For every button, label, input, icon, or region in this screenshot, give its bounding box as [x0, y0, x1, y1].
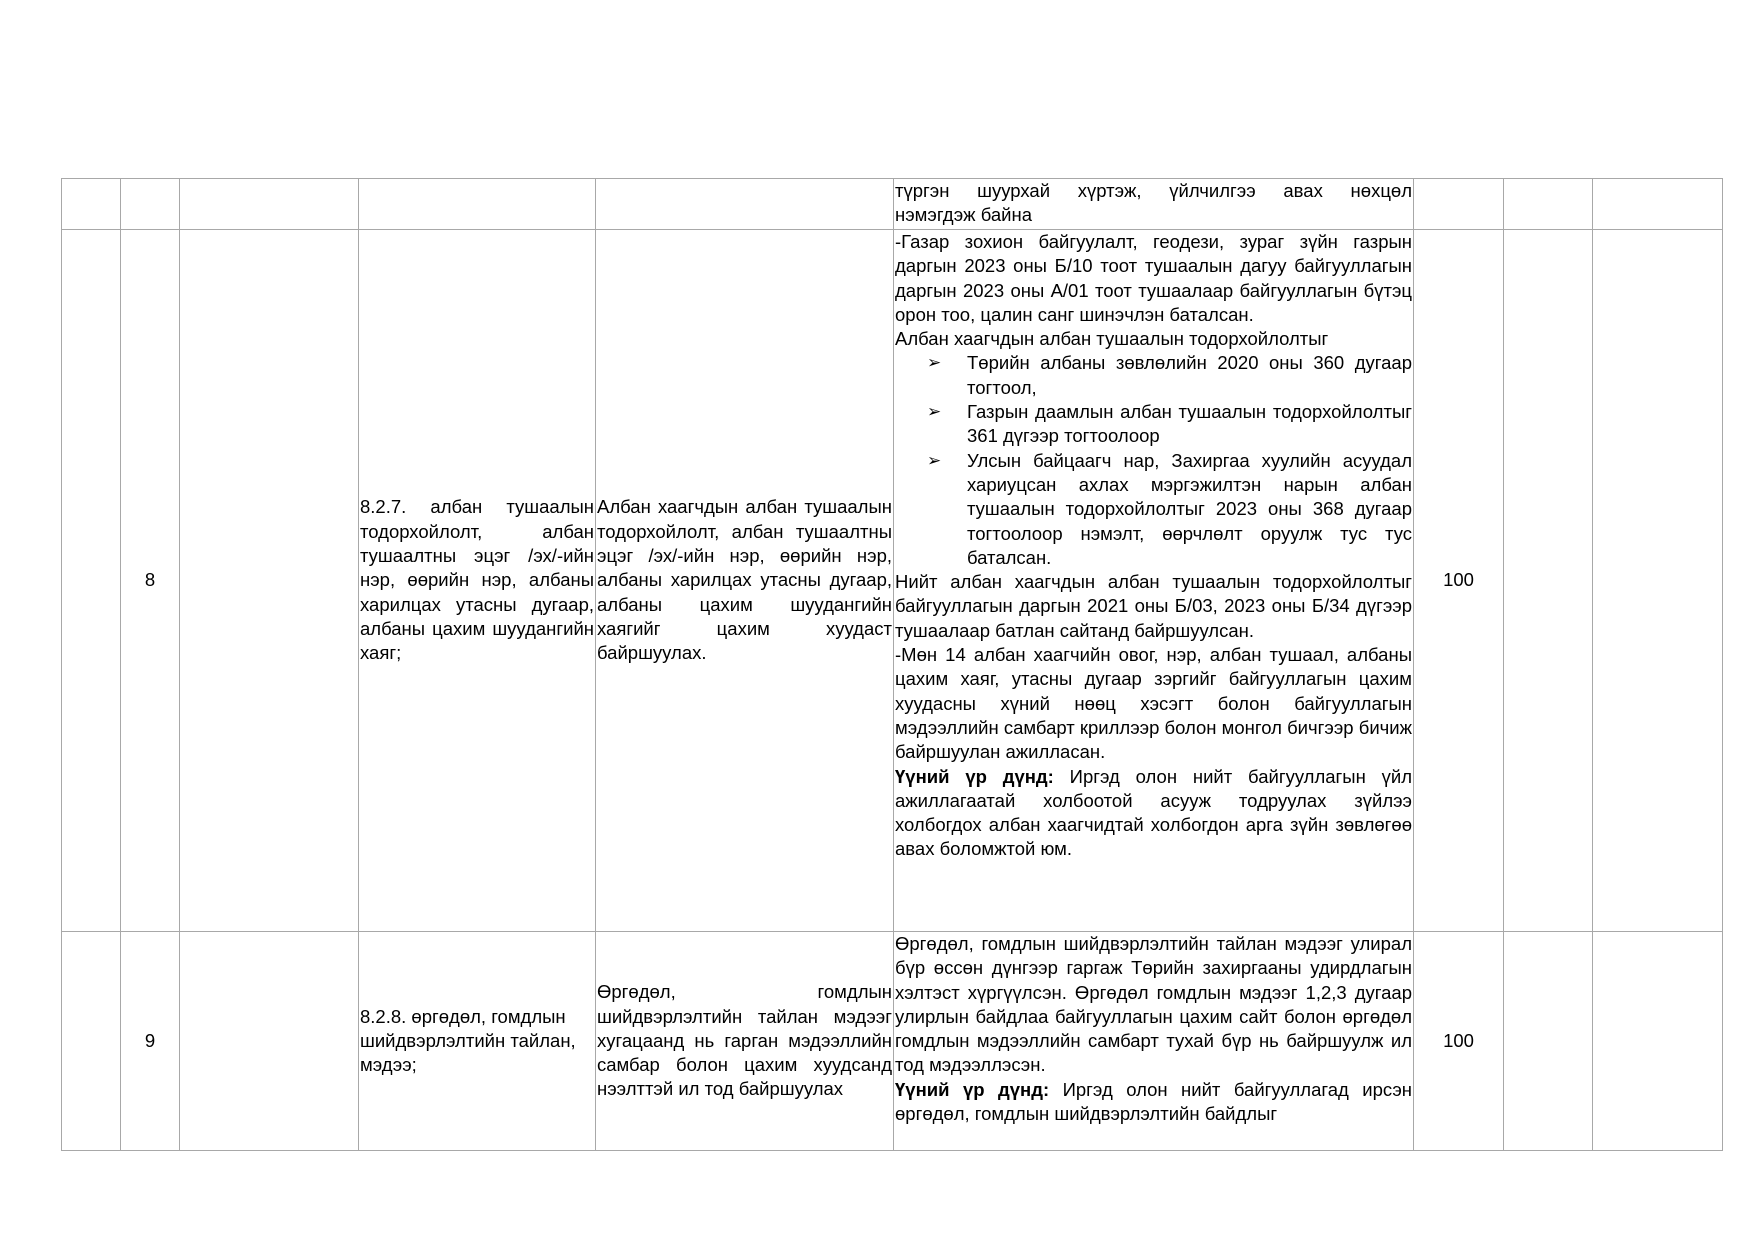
empty-cell: [1504, 230, 1593, 932]
result-paragraph: -Газар зохион байгуулалт, геодези, зураг зүйн газрын даргын 2023 оны Б/10 тоот тушаалын дагуу байгууллагын даргын 2023 оны А/01 тоот тушаалаар байгууллагын бүтэц орон тоо, цалин санг шинэчлэн баталсан.: [895, 231, 1412, 325]
action-cell: Өргөдөл, гомдлын шийдвэрлэлтийн тайлан мэдээг хугацаанд нь гарган мэдээллийн самбар болон цахим хуудсанд нээлттэй ил тод байршуулах: [596, 932, 894, 1151]
criterion-cell: 8.2.7. албан тушаалын тодорхойлолт, албан тушаалтны эцэг /эх/-ийн нэр, өөрийн нэр, албаны харилцах утасны дугаар, албаны цахим шуудангийн хаяг;: [359, 230, 596, 932]
result-cell: [894, 230, 1414, 932]
percent-cell: [1414, 179, 1504, 230]
criterion-cell: 8.2.8. өргөдөл, гомдлын шийдвэрлэлтийн тайлан, мэдээ;: [359, 932, 596, 1151]
action-cell: Албан хаагчдын албан тушаалын тодорхойлолт, албан тушаалтны эцэг /эх/-ийн нэр, өөрийн нэр, албаны харилцах утасны дугаар, албаны цахим шуудангийн хаягийг цахим хуудаст байршуулах.: [596, 230, 894, 932]
outcome-label: Үүний үр дүнд:: [895, 1078, 1050, 1100]
outcome-label: Үүний үр дүнд:: [895, 765, 1054, 787]
outcome-text: Иргэд олон нийт байгууллагад ирсэн өргөдөл, гомдлын шийдвэрлэлтийн байдлыг: [895, 1078, 1412, 1125]
empty-cell: [1593, 230, 1723, 932]
result-content: [895, 932, 1412, 1148]
list-item-text: Газрын даамлын албан тушаалын тодорхойлолтыг 361 дүгээр тогтоолоор: [967, 401, 1412, 447]
outcome-paragraph: [895, 1078, 1412, 1127]
outcome-paragraph: [895, 765, 1412, 862]
table-row: [62, 179, 1723, 230]
empty-cell: [180, 230, 359, 932]
result-cell: [894, 932, 1414, 1151]
list-item: [927, 400, 1412, 449]
row-number: 9: [121, 932, 180, 1151]
empty-cell: [1593, 932, 1723, 1151]
empty-cell: [1504, 179, 1593, 230]
criterion-cell: [359, 179, 596, 230]
outcome-text: Иргэд олон нийт байгууллагын үйл ажиллагаатай холбоотой асууж тодруулах зүйлээ холбогдох албан хаагчидтай холбогдон арга зүйн зөвлөгөө авах боломжтой юм.: [895, 765, 1412, 860]
list-item: [927, 449, 1412, 570]
result-bullet-list: [895, 351, 1412, 570]
report-table: [61, 178, 1723, 1151]
result-line: түргэн шуурхай хүртэж, үйлчилгээ авах нөхцөл: [895, 180, 1412, 201]
empty-cell: [1593, 179, 1723, 230]
row-number: [121, 179, 180, 230]
percent-cell: 100: [1414, 932, 1504, 1151]
empty-cell: [62, 230, 121, 932]
percent-cell: 100: [1414, 230, 1504, 932]
result-cell: [894, 179, 1414, 230]
arrow-bullet-icon: ➢: [927, 353, 942, 373]
arrow-bullet-icon: ➢: [927, 450, 942, 470]
table-row: [62, 932, 1723, 1151]
row-number: 8: [121, 230, 180, 932]
list-item: [927, 351, 1412, 400]
empty-cell: [180, 932, 359, 1151]
list-item-text: Улсын байцаагч нар, Захиргаа хуулийн асуудал хариуцсан ахлах мэргэжилтэн нарын албан тушаалын тодорхойлолтыг 2023 оны 368 дугаар тогтоолоор нэмэлт, өөрчлөлт оруулж тус тус баталсан.: [967, 449, 1412, 568]
empty-cell: [180, 179, 359, 230]
result-paragraph: -Мөн 14 албан хаагчийн овог, нэр, албан тушаал, албаны цахим хаяг, утасны дугаар зэргийг байгууллагын цахим хуудасны хүний нөөц хэсэгт болон байгууллагын мэдээллийн самбарт криллээр болон монгол бичгээр бичиж байршуулан ажилласан.: [895, 644, 1412, 763]
table-row: [62, 230, 1723, 932]
result-paragraph: Өргөдөл, гомдлын шийдвэрлэлтийн тайлан мэдээг улирал бүр өссөн дүнгээр гаргаж Төрийн захиргааны удирдлагын хэлтэст хүргүүлсэн. Өргөдөл гомдлын мэдээг 1,2,3 дугаар улирлын байдлаа байгууллагын цахим сайт болон өргөдөл гомдлын мэдээллийн самбарт тухай бүр нь байршуулж ил тод мэдээллэсэн.: [895, 933, 1412, 1076]
empty-cell: [62, 932, 121, 1151]
empty-cell: [62, 179, 121, 230]
action-cell: [596, 179, 894, 230]
result-line: нэмэгдэж байна: [895, 204, 1032, 226]
result-paragraph: Нийт албан хаагчдын албан тушаалын тодорхойлолтыг байгууллагын даргын 2021 оны Б/03, 2023 оны Б/34 дүгээр тушаалаар батлан сайтанд байршуулсан.: [895, 571, 1412, 641]
result-paragraph: Албан хаагчдын албан тушаалын тодорхойлолтыг: [895, 328, 1329, 350]
empty-cell: [1504, 932, 1593, 1151]
arrow-bullet-icon: ➢: [927, 402, 942, 422]
list-item-text: Төрийн албаны зөвлөлийн 2020 оны 360 дугаар тогтоол,: [967, 352, 1412, 398]
